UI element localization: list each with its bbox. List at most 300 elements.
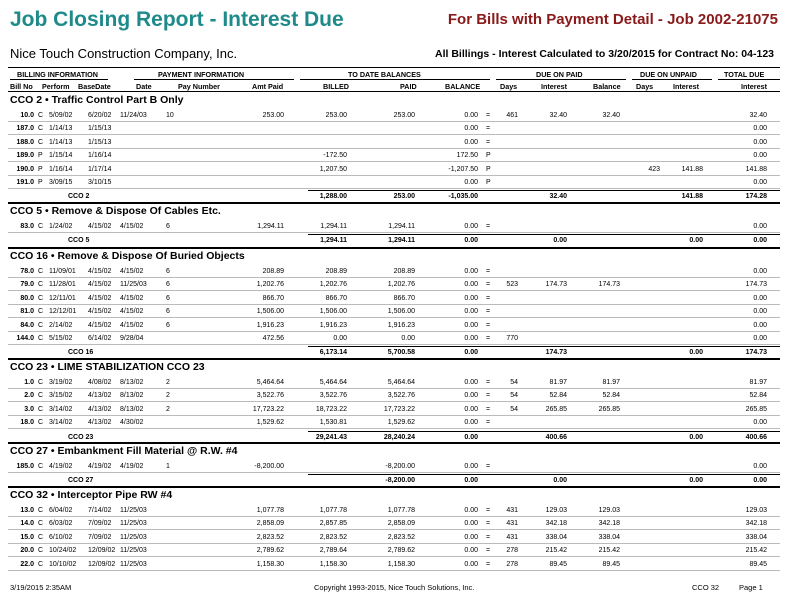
group-billing: BILLING INFORMATION [17,70,98,79]
cell-pay-date: 11/24/03 [120,112,147,119]
cell-subtotal-due-unpaid-interest: 141.88 [681,193,703,201]
cell-date: 4/15/02 [88,281,112,289]
cell-days: 431 [506,533,518,541]
cell-bill-no: 81.0 [20,308,34,316]
cell-subtotal-paid: -8,200.00 [385,477,415,485]
cell-interest: 52.84 [549,392,567,400]
cell-amt-paid: 866.70 [262,294,284,302]
subtotal-row [8,234,780,247]
cell-amt-paid: 1,077.78 [256,507,284,514]
cell-flag: = [486,547,491,555]
cell-due-balance: 129.03 [598,507,620,514]
cell-balance: 0.00 [464,112,478,119]
cell-days: 278 [506,547,518,555]
cell-bill-no: 79.0 [20,281,34,289]
table-row [8,176,780,189]
cell-date: 12/09/02 [88,547,116,555]
cell-subtotal-total: 0.00 [753,477,767,485]
cell-total-interest: 0.00 [753,138,767,146]
cell-pay-date: 4/15/02 [120,321,144,329]
cell-flag: P [486,152,491,160]
cell-balance: 172.50 [456,152,478,160]
cell-flag: = [486,308,491,316]
footer-copyright: Copyright 1993-2015, Nice Touch Solutions, Inc. [314,583,475,592]
cell-amt-paid: 1,202.76 [256,281,284,289]
cell-base-date: 3/14/02 [49,405,73,413]
cell-days: 278 [506,560,518,568]
cell-amt-paid: 3,522.76 [256,392,284,400]
cell-subtotal-label: CCO 27 [68,477,94,485]
cell-pay-number: 2 [166,392,170,400]
cell-subtotal-due-paid-interest: 0.00 [553,237,567,245]
cell-base-date: 4/19/02 [49,463,73,470]
cell-due-balance: 174.73 [598,281,620,289]
group-line [496,79,626,80]
cell-balance: 0.00 [464,560,478,568]
cell-pay-date: 11/25/03 [120,547,147,555]
cell-date: 7/09/02 [88,533,112,541]
cell-flag: = [486,507,491,514]
section-divider [8,358,780,360]
cell-total-interest: 81.97 [749,379,767,386]
cell-bill-no: 191.0 [16,179,34,186]
cell-bill-no: 10.0 [20,112,34,119]
group-due-paid: DUE ON PAID [536,70,583,79]
cell-flag: = [486,560,491,568]
calc-line: All Billings - Interest Calculated to 3/20/2015 for Contract No: 04-123 [434,48,774,60]
cell-billed: 3,522.76 [319,392,347,400]
cell-subtotal-balance: 0.00 [464,349,478,357]
header-rule-bottom [8,91,780,92]
cell-base-date: 1/24/02 [49,223,73,230]
cell-pay-number: 10 [166,112,174,119]
cell-total-interest: 0.00 [753,152,767,160]
group-line [10,79,108,80]
cell-pay-number: 1 [166,463,170,470]
cell-pay-date: 9/28/04 [120,335,144,342]
header-rule-top [8,67,780,68]
cell-billed: 5,464.64 [319,379,347,386]
cell-subtotal-balance: 0.00 [464,237,478,245]
cell-perform: C [38,392,44,400]
cell-pay-date: 4/15/02 [120,268,144,275]
cell-perform: C [38,112,44,119]
col-days2: Days [636,82,654,91]
cell-bill-no: 190.0 [16,165,34,173]
cell-base-date: 3/19/02 [49,379,73,386]
cell-subtotal-billed: 1,294.11 [320,237,347,245]
cell-flag: = [486,125,491,133]
cell-balance: 0.00 [464,463,478,470]
cell-days: 54 [510,392,518,400]
cell-pay-date: 11/25/03 [120,507,147,514]
col-balance2: Balance [593,82,621,91]
col-days: Days [500,82,518,91]
footer-datetime: 3/19/2015 2:35AM [10,583,72,592]
cell-total-interest: 0.00 [753,321,767,329]
cell-date: 12/09/02 [88,560,116,568]
col-paid: PAID [400,82,417,91]
col-billed: BILLED [323,82,349,91]
table-row [8,376,780,389]
cell-perform: C [38,533,44,541]
cell-bill-no: 13.0 [20,507,34,514]
cell-amt-paid: 2,823.52 [256,533,284,541]
cell-due-balance: 338.04 [598,533,620,541]
cell-balance: 0.00 [464,547,478,555]
cell-pay-date: 8/13/02 [120,379,144,386]
table-row [8,265,780,278]
cell-balance: 0.00 [464,379,478,386]
table-row [8,403,780,416]
col-base-date: BaseDate [78,82,111,91]
cell-billed: 18,723.22 [315,405,347,413]
cell-paid: -8,200.00 [385,463,415,470]
cell-amt-paid: 2,858.09 [256,520,284,528]
cell-pay-number: 6 [166,294,170,302]
cell-flag: = [486,268,491,275]
cell-interest: 265.85 [545,405,567,413]
cell-balance: 0.00 [464,419,478,427]
footer-page-ref: CCO 32 [692,583,720,592]
group-line [134,79,294,80]
group-line [632,79,712,80]
cell-pay-date: 4/15/02 [120,308,144,316]
group-line [300,79,490,80]
cell-balance: 0.00 [464,125,478,133]
cell-date: 4/15/02 [88,308,112,316]
cell-amt-paid: 1,294.11 [257,223,284,230]
cell-interest: 342.18 [545,520,567,528]
cell-total-interest: 32.40 [749,112,767,119]
cell-days: 54 [510,379,518,386]
cell-base-date: 1/14/13 [49,125,73,133]
row-underline [8,188,780,189]
cell-subtotal-due-paid-interest: 400.66 [545,433,567,441]
cell-pay-number: 2 [166,379,170,386]
cell-total-interest: 0.00 [753,268,767,275]
cell-paid: 1,158.30 [387,560,415,568]
table-row [8,220,780,233]
cell-perform: C [38,560,44,568]
cell-amt-paid: 1,916.23 [256,321,284,329]
cell-due-balance: 32.40 [602,112,620,119]
cell-total-interest: 0.00 [753,179,767,186]
cell-base-date: 1/16/14 [49,165,73,173]
cell-billed: 1,506.00 [319,308,347,316]
cell-date: 6/14/02 [88,335,112,342]
cell-balance: 0.00 [464,268,478,275]
section-title: CCO 2 • Traffic Control Part B Only [10,94,184,106]
subtotal-rule [308,474,780,475]
cell-date: 4/19/02 [88,463,112,470]
cell-pay-date: 11/25/03 [120,520,147,528]
cell-bill-no: 3.0 [24,405,34,413]
cell-days: 461 [506,112,518,119]
cell-total-interest: 52.84 [749,392,767,400]
cell-flag: = [486,281,491,289]
cell-pay-date: 4/30/02 [120,419,144,427]
cell-amt-paid: 2,789.62 [256,547,284,555]
company-name: Nice Touch Construction Company, Inc. [10,46,238,61]
cell-amt-paid: 253.00 [262,112,284,119]
cell-perform: C [38,419,44,427]
cell-billed: 1,530.81 [319,419,347,427]
cell-base-date: 10/10/02 [49,560,77,568]
table-row [8,278,780,291]
cell-subtotal-due-paid-interest: 32.40 [549,193,567,201]
cell-bill-no: 14.0 [20,520,34,528]
cell-perform: C [38,520,44,528]
cell-paid: 253.00 [393,112,415,119]
cell-perform: C [38,507,44,514]
cell-balance: 0.00 [464,520,478,528]
cell-subtotal-paid: 28,240.24 [383,433,415,441]
cell-pay-date: 8/13/02 [120,405,144,413]
cell-due-balance: 265.85 [598,405,620,413]
cell-subtotal-billed: 6,173.14 [319,349,347,357]
cell-perform: C [38,294,44,302]
section-divider [8,486,780,488]
row-underline [8,344,780,345]
group-todate: TO DATE BALANCES [348,70,421,79]
cell-paid: 1,529.62 [387,419,415,427]
cell-base-date: 10/24/02 [49,547,77,555]
cell-amt-paid: 208.89 [262,268,284,275]
table-row [8,544,780,557]
cell-bill-no: 83.0 [20,223,34,230]
cell-base-date: 2/14/02 [49,321,73,329]
cell-balance: 0.00 [464,533,478,541]
cell-flag: = [486,335,491,342]
group-total-due: TOTAL DUE [724,70,765,79]
cell-perform: C [38,379,44,386]
cell-subtotal-paid: 1,294.11 [388,237,415,245]
cell-amt-paid: 1,506.00 [256,308,284,316]
cell-interest: 129.03 [545,507,567,514]
cell-due-balance: 342.18 [598,520,620,528]
table-row [8,319,780,332]
cell-flag: = [486,405,491,413]
table-row [8,292,780,305]
row-underline [8,472,780,473]
cell-date: 6/20/02 [88,112,112,119]
cell-date: 1/17/14 [88,165,112,173]
cell-flag: = [486,112,491,119]
cell-flag: = [486,463,491,470]
cell-bill-no: 187.0 [16,125,34,133]
cell-perform: C [38,405,44,413]
cell-billed: 1,916.23 [319,321,347,329]
cell-pay-number: 6 [166,308,170,316]
cell-perform: C [38,268,44,275]
cell-perform: C [38,308,44,316]
cell-base-date: 6/04/02 [49,507,73,514]
cell-balance: -1,207.50 [448,165,478,173]
report-subtitle: For Bills with Payment Detail - Job 2002-21075 [447,11,778,28]
cell-perform: P [38,152,43,160]
cell-date: 3/10/15 [88,179,112,186]
cell-balance: 0.00 [464,294,478,302]
cell-billed: -172.50 [323,152,347,160]
cell-paid: 5,464.64 [387,379,415,386]
cell-pay-date: 11/25/03 [120,281,147,289]
cell-perform: P [38,165,43,173]
cell-subtotal-due-unpaid-interest: 0.00 [689,237,703,245]
cell-pay-number: 6 [166,321,170,329]
cell-perform: C [38,321,44,329]
cell-subtotal-due-unpaid-interest: 0.00 [689,477,703,485]
subtotal-rule [308,431,780,432]
cell-total-interest: 129.03 [745,507,767,514]
cell-total-interest: 215.42 [745,547,767,555]
table-row [8,163,780,176]
section-divider [8,202,780,204]
cell-subtotal-due-unpaid-interest: 0.00 [689,349,703,357]
cell-interest: 174.73 [545,281,567,289]
col-interest: Interest [541,82,567,91]
table-row [8,122,780,135]
cell-base-date: 12/11/01 [49,294,76,302]
cell-balance: 0.00 [464,179,478,186]
subtotal-rule [308,346,780,347]
cell-pay-date: 4/15/02 [120,223,144,230]
cell-pay-date: 4/15/02 [120,294,144,302]
cell-balance: 0.00 [464,138,478,146]
cell-billed: 1,294.11 [320,223,347,230]
cell-billed: 866.70 [325,294,347,302]
cell-flag: P [486,165,491,173]
section-divider [8,247,780,249]
cell-due-balance: 215.42 [598,547,620,555]
table-row [8,517,780,530]
cell-paid: 17,723.22 [383,405,415,413]
cell-subtotal-total: 174.73 [745,349,767,357]
cell-amt-paid: 1,158.30 [256,560,284,568]
cell-days2: 423 [648,165,660,173]
cell-balance: 0.00 [464,335,478,342]
cell-pay-number: 6 [166,281,170,289]
table-row [8,416,780,429]
cell-subtotal-label: CCO 2 [68,193,90,201]
cell-subtotal-label: CCO 5 [68,237,90,245]
cell-total-interest: 89.45 [749,560,767,568]
row-underline [8,232,780,233]
cell-pay-date: 11/25/03 [120,533,147,541]
cell-subtotal-balance: 0.00 [464,477,478,485]
cell-balance: 0.00 [464,223,478,230]
cell-pay-number: 6 [166,268,170,275]
cell-days: 431 [506,507,518,514]
table-row [8,136,780,149]
cell-billed: 1,202.76 [319,281,347,289]
cell-date: 4/15/02 [88,321,112,329]
cell-paid: 1,916.23 [387,321,415,329]
cell-total-interest: 0.00 [753,419,767,427]
cell-base-date: 12/12/01 [49,308,77,316]
cell-balance: 0.00 [464,507,478,514]
row-underline [8,428,780,429]
cell-pay-number: 6 [166,223,170,230]
cell-billed: 208.89 [325,268,347,275]
cell-billed: 1,158.30 [319,560,347,568]
cell-subtotal-due-paid-interest: 0.00 [553,477,567,485]
table-row [8,504,780,517]
cell-total-interest: 0.00 [753,223,767,230]
cell-subtotal-billed: 29,241.43 [315,433,347,441]
section-title: CCO 5 • Remove & Dispose Of Cables Etc. [10,205,221,217]
cell-interest: 215.42 [545,547,567,555]
cell-pay-date: 11/25/03 [120,560,147,568]
cell-balance: 0.00 [464,308,478,316]
cell-amt-paid: 17,723.22 [252,405,284,413]
cell-paid: 1,506.00 [387,308,415,316]
cell-perform: C [38,138,44,146]
cell-perform: C [38,223,44,230]
cell-perform: C [38,463,44,470]
cell-balance: 0.00 [464,281,478,289]
cell-bill-no: 185.0 [16,463,34,470]
cell-interest: 89.45 [549,560,567,568]
cell-interest2: 141.88 [681,165,703,173]
table-row [8,332,780,345]
cell-flag: = [486,392,491,400]
cell-flag: = [486,533,491,541]
group-line [718,79,780,80]
cell-subtotal-paid: 253.00 [393,193,415,201]
cell-bill-no: 189.0 [16,152,34,160]
cell-subtotal-label: CCO 16 [68,349,94,357]
col-date: Date [136,82,152,91]
table-row [8,305,780,318]
cell-flag: = [486,321,491,329]
cell-total-interest: 338.04 [745,533,767,541]
cell-base-date: 1/14/13 [49,138,73,146]
col-bill-no: Bill No [10,82,33,91]
cell-billed: 253.00 [325,112,347,119]
cell-pay-date: 4/19/02 [120,463,144,470]
cell-bill-no: 144.0 [16,335,34,342]
col-perform: Perform [42,82,70,91]
cell-base-date: 3/14/02 [49,419,73,427]
cell-total-interest: 265.85 [745,405,767,413]
cell-date: 1/15/13 [88,125,112,133]
cell-perform: C [38,281,44,289]
cell-balance: 0.00 [464,405,478,413]
cell-date: 4/15/02 [88,268,112,275]
cell-perform: C [38,125,44,133]
cell-paid: 2,858.09 [387,520,415,528]
cell-total-interest: 0.00 [753,335,767,342]
cell-billed: 2,857.85 [319,520,347,528]
cell-base-date: 6/10/02 [49,533,73,541]
cell-flag: = [486,379,491,386]
cell-date: 4/13/02 [88,419,112,427]
cell-subtotal-balance: 0.00 [464,433,478,441]
cell-pay-number: 2 [166,405,170,413]
table-row [8,558,780,571]
cell-amt-paid: -8,200.00 [254,463,284,470]
cell-bill-no: 20.0 [20,547,34,555]
group-payment: PAYMENT INFORMATION [158,70,245,79]
section-title: CCO 23 • LIME STABILIZATION CCO 23 [10,361,205,373]
cell-total-interest: 0.00 [753,463,767,470]
cell-due-balance: 81.97 [602,379,620,386]
cell-paid: 2,789.62 [387,547,415,555]
table-row [8,531,780,544]
cell-total-interest: 342.18 [745,520,767,528]
cell-bill-no: 15.0 [20,533,34,541]
